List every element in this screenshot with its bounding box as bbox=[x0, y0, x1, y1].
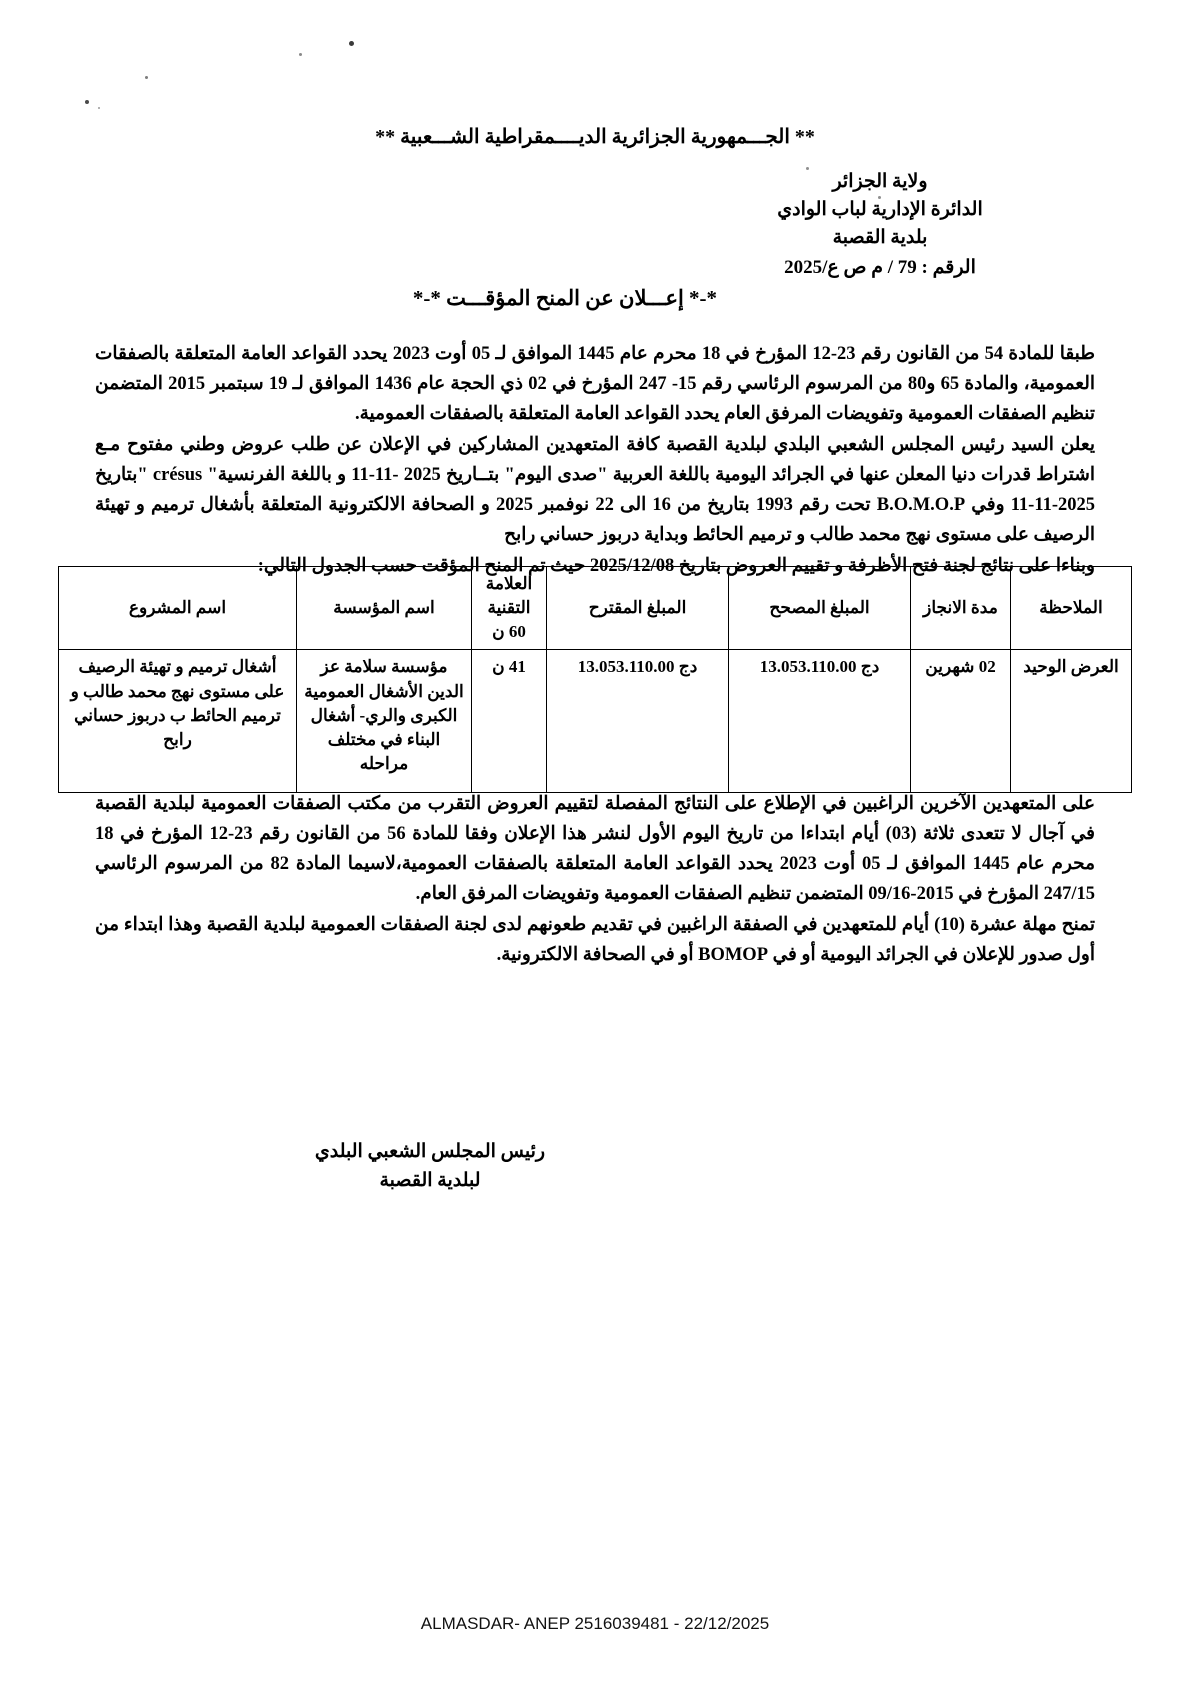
closing-paragraph-1: على المتعهدين الآخرين الراغبين في الإطلاع على النتائج المفصلة لتقييم العروض التقرب من مكتب الصفقات العمومية لبلدية القصبة في آجال لا تتعدى ثلاثة (03) أيام ابتداءا من تاريخ اليوم الأول لنشر هذا الإعلان وفقا للمادة 56 من القانون رقم 23-12 المؤرخ في 18 محرم عام 1445 الموافق لـ 05 أوت 2023 يحدد القواعد العامة المتعلقة بالصفقات العمومية،لاسيما المادة 82 من المرسوم الرئاسي 247/15 المؤرخ في 2015-09/16 المتضمن تنظيم الصفقات العمومية وتفويضات المرفق العام. bbox=[95, 794, 1096, 904]
table-header-company: اسم المؤسسة bbox=[297, 567, 472, 650]
closing-paragraph-2: تمنح مهلة عشرة (10) أيام للمتعهدين في الصفقة الراغبين في تقديم طعونهم لدى لجنة الصفقات العمومية لبلدية القصبة وهذا ابتداء من أول صدور للإعلان في الجرائد اليومية أو في BOMOP أو في الصحافة الالكترونية. bbox=[95, 914, 1095, 965]
table-header-project: اسم المشروع bbox=[59, 567, 297, 650]
cell-project: أشغال ترميم و تهيئة الرصيف على مستوى نهج محمد طالب و ترميم الحائط ب دربوز حساني رابح bbox=[59, 650, 297, 793]
table-header-duration: مدة الانجاز bbox=[911, 567, 1011, 650]
page-title-text: *-* إعـــلان عن المنح المؤقـــت *-* bbox=[412, 286, 718, 310]
intro-section bbox=[95, 340, 1095, 583]
cell-corrected-amount bbox=[729, 650, 911, 793]
letterhead-commune: بلدية القصبة bbox=[832, 227, 928, 249]
table-header-proposed: المبلغ المقترح bbox=[547, 567, 729, 650]
scan-speck bbox=[349, 41, 354, 46]
page-footer: ALMASDAR- ANEP 2516039481 - 22/12/2025 bbox=[420, 1614, 770, 1633]
cell-proposed-amount bbox=[547, 650, 729, 793]
letterhead bbox=[670, 168, 1090, 282]
table-row bbox=[59, 650, 1132, 793]
corrected-amount-value: 13.053.110.00 دج bbox=[759, 657, 880, 677]
national-header: ** الجـــمهورية الجزائرية الديــــمقراطية الشـــعبية ** bbox=[375, 126, 815, 148]
signature-line-1: رئيس المجلس الشعبي البلدي bbox=[314, 1141, 546, 1162]
proposed-amount-value: 13.053.110.00 دج bbox=[577, 657, 698, 677]
letterhead-daira: الدائرة الإدارية لباب الوادي bbox=[777, 199, 983, 221]
cell-company: مؤسسة سلامة عز الدين الأشغال العمومية الكبرى والري- أشغال البناء في مختلف مراحله bbox=[297, 650, 472, 793]
scan-speck bbox=[145, 76, 148, 79]
results-table bbox=[58, 566, 1132, 793]
results-table-wrapper bbox=[59, 566, 1132, 793]
table-header-row bbox=[59, 567, 1132, 650]
intro-paragraph-3: وبناءا على نتائج لجنة فتح الأظرفة و تقييم العروض بتاريخ 2025/12/08 حيث تم المنح المؤقت حسب الجدول التالي: bbox=[257, 555, 1095, 576]
intro-paragraph-2: يعلن السيد رئيس المجلس الشعبي البلدي لبلدية القصبة كافة المتعهدين المشاركين في الإعلان عن طلب عروض وطني مفتوح مـع اشتراط قدرات دنيا المعلن عنها في الجرائد اليومية باللغة العربية "صدى اليوم" بتــاريخ 2025 -11-11 و باللغة الفرنسية" crésus "بتاريخ 2025-11-11 وفي B.O.M.O.P تحت رقم 1993 بتاريخ من 16 الى 22 نوفمبر 2025 و الصحافة الالكترونية المتعلقة بأشغال ترميم و تهيئة الرصيف على مستوى نهج محمد طالب و ترميم الحائط وبداية دربوز حساني رابح bbox=[95, 434, 1095, 545]
table-header-score: العلامة التقنية 60 ن bbox=[472, 567, 547, 650]
table-header-note: الملاحظة bbox=[1011, 567, 1132, 650]
table-header-corrected: المبلغ المصحح bbox=[729, 567, 911, 650]
signature-line-2: لبلدية القصبة bbox=[379, 1169, 481, 1191]
letterhead-wilaya: ولاية الجزائر bbox=[832, 171, 928, 192]
closing-section bbox=[95, 790, 1095, 972]
scan-speck bbox=[98, 107, 100, 109]
scan-speck bbox=[299, 53, 302, 56]
signature-block bbox=[265, 1138, 595, 1195]
letterhead-reference: الرقم : 79 / م ص ع/2025 bbox=[784, 257, 976, 279]
page-title bbox=[0, 286, 1190, 311]
intro-paragraph-1: طبقا للمادة 54 من القانون رقم 23-12 المؤرخ في 18 محرم عام 1445 الموافق لـ 05 أوت 2023 يحدد القواعد العامة المتعلقة بالصفقات العمومية، والمادة 65 و80 من المرسوم الرئاسي رقم 15- 247 المؤرخ في 02 ذي الحجة عام 1436 الموافق لـ 19 سبتمبر 2015 المتضمن تنظيم الصفقات العمومية وتفويضات المرفق العام يحدد القواعد العامة المتعلقة بالصفقات العمومية. bbox=[95, 344, 1095, 424]
cell-duration: 02 شهرين bbox=[911, 650, 1011, 793]
cell-score: 41 ن bbox=[472, 650, 547, 793]
cell-note: العرض الوحيد bbox=[1011, 650, 1132, 793]
scan-speck bbox=[85, 100, 89, 104]
